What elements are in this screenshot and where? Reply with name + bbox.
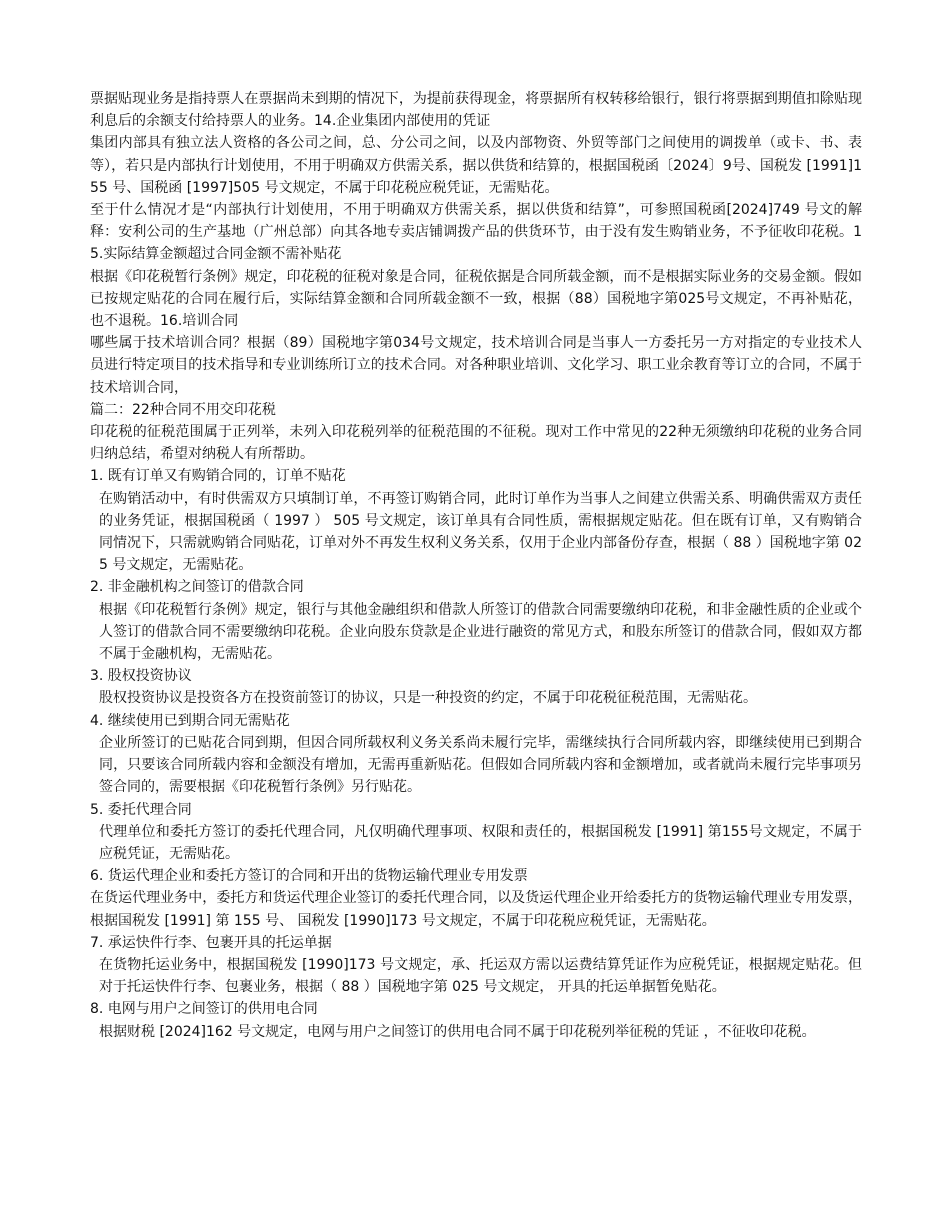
- paragraph-settlement: 根据《印花税暂行条例》规定，印花税的征税对象是合同，征税依据是合同所载金额，而不是根据实际业务的交易金额。假如已按规定贴花的合同在履行后，实际结算金额和合同所载金额不一致，根据（88）国税地字第025号文规定，不再补贴花，也不退税。16.培训合同: [90, 268, 862, 330]
- item-body-5: 代理单位和委托方签订的委托代理合同，凡仅明确代理事项、权限和责任的，根据国税发 [1991] 第155号文规定，不属于应税凭证，无需贴花。: [99, 823, 862, 862]
- item-heading-7: 7. 承运快件行李、包裹开具的托运单据: [90, 934, 332, 951]
- paragraph-internal-plan: 至于什么情况才是“内部执行计划使用，不用于明确双方供需关系，据以供货和结算”，可参照国税函[2024]749 号文的解释：安利公司的生产基地（广州总部）向其各地专卖店铺调拨产品的供货环节，由于没有发生购销业务，不予征收印花税。15.实际结算金额超过合同金额不需补贴花: [90, 202, 862, 263]
- item-body-6: 在货运代理业务中，委托方和货运代理企业签订的委托代理合同，以及货运代理企业开给委托方的货物运输代理业专用发票，根据国税发 [1991] 第 155 号、 国税发 [1990]173 号文规定，不属于印花税应税凭证，无需贴花。: [90, 890, 862, 929]
- paragraph-training: 哪些属于技术培训合同？根据（89）国税地字第034号文规定，技术培训合同是当事人一方委托另一方对指定的专业技术人员进行特定项目的技术指导和专业训练所订立的技术合同。对各种职业培训、文化学习、职工业余教育等订立的合同，不属于技术培训合同，: [90, 335, 862, 396]
- item-heading-2: 2. 非金融机构之间签订的借款合同: [90, 579, 304, 596]
- paragraph-bill-discount: 票据贴现业务是指持票人在票据尚未到期的情况下，为提前获得现金，将票据所有权转移给银行，银行将票据到期值扣除贴现利息后的余额支付给持票人的业务。14.企业集团内部使用的凭证: [90, 91, 862, 130]
- item-heading-4: 4. 继续使用已到期合同无需贴花: [90, 712, 290, 729]
- item-heading-3: 3. 股权投资协议: [90, 668, 192, 685]
- item-heading-8: 8. 电网与用户之间签订的供用电合同: [90, 1001, 318, 1018]
- item-heading-5: 5. 委托代理合同: [90, 801, 192, 818]
- item-heading-1: 1. 既有订单又有购销合同的，订单不贴花: [90, 468, 346, 485]
- item-body-3: 股权投资协议是投资各方在投资前签订的协议，只是一种投资的约定，不属于印花税征税范围，无需贴花。: [99, 690, 757, 707]
- paragraph-scope: 印花税的征税范围属于正列举，未列入印花税列举的征税范围的不征税。现对工作中常见的22种无须缴纳印花税的业务合同归纳总结，希望对纳税人有所帮助。: [90, 424, 862, 463]
- section-heading-part-two: 篇二：22种合同不用交印花税: [90, 401, 276, 418]
- paragraph-group-internal: 集团内部具有独立法人资格的各公司之间，总、分公司之间，以及内部物资、外贸等部门之间使用的调拨单（或卡、书、表等），若只是内部执行计划使用，不用于明确双方供需关系，据以供货和结算的，根据国税函〔2024〕9号、国税发 [1991]155 号、国税函 [1997]505 号文规定，不属于印花税应税凭证，无需贴花。: [90, 135, 862, 196]
- item-body-8: 根据财税 [2024]162 号文规定，电网与用户之间签订的供用电合同不属于印花税列举征税的凭证 ，不征收印花税。: [99, 1023, 816, 1040]
- item-body-4: 企业所签订的已贴花合同到期，但因合同所载权利义务关系尚未履行完毕，需继续执行合同所载内容，即继续使用已到期合同，只要该合同所载内容和金额没有增加，无需再重新贴花。但假如合同所载内容和金额增加，或者就尚未履行完毕事项另签合同的，需要根据《印花税暂行条例》另行贴花。: [99, 734, 862, 796]
- item-body-1: 在购销活动中，有时供需双方只填制订单，不再签订购销合同，此时订单作为当事人之间建立供需关系、明确供需双方责任的业务凭证，根据国税函（ 1997 ） 505 号文规定，该订单具有合同性质，需根据规定贴花。但在既有订单，又有购销合同情况下，只需就购销合同贴花，订单对外不再发生权利义务关系，仅用于企业内部备份存查，根据（ 88 ）国税地字第 025 号文规定，无需贴花。: [99, 490, 862, 574]
- item-heading-6: 6. 货运代理企业和委托方签订的合同和开出的货物运输代理业专用发票: [90, 868, 528, 885]
- item-body-2: 根据《印花税暂行条例》规定，银行与其他金融组织和借款人所签订的借款合同需要缴纳印花税，和非金融性质的企业或个人签订的借款合同不需要缴纳印花税。企业向股东贷款是企业进行融资的常见方式，和股东所签订的借款合同，假如双方都不属于金融机构，无需贴花。: [99, 601, 862, 663]
- item-body-7: 在货物托运业务中，根据国税发 [1990]173 号文规定，承、托运双方需以运费结算凭证作为应税凭证，根据规定贴花。但对于托运快件行李、包裹业务，根据（ 88 ）国税地字第 025 号文规定， 开具的托运单据暂免贴花。: [99, 956, 862, 996]
